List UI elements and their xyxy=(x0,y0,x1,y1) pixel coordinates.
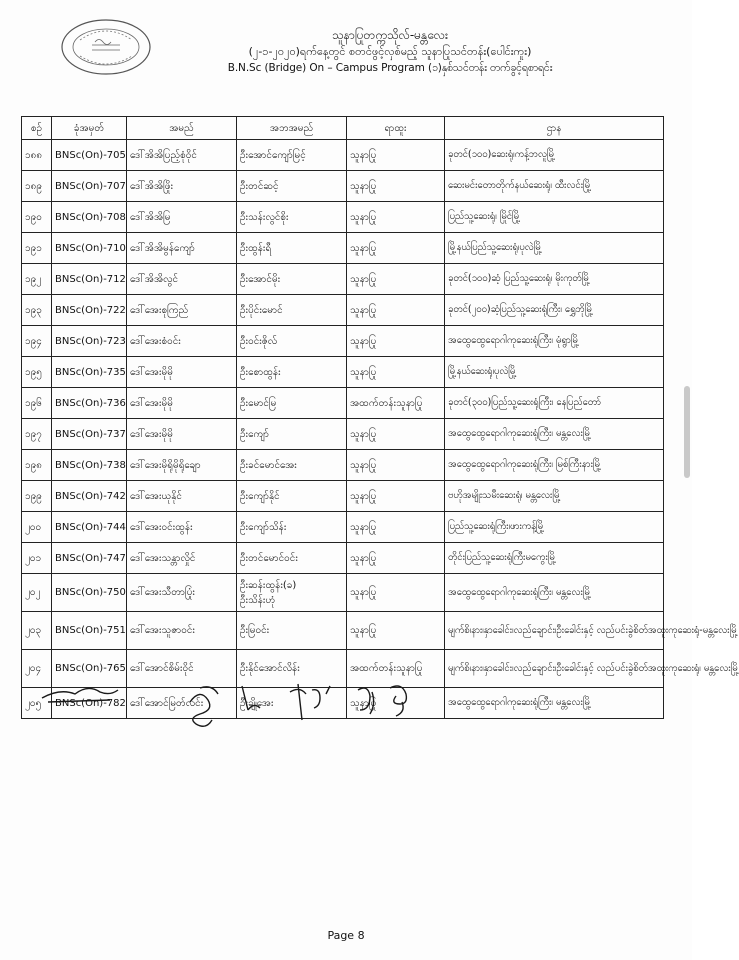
header-course-dates: (၂-၁-၂၀၂၀)ရက်နေ့တွင် စတင်ဖွင့်လှစ်မည့် သူနာပြုသင်တန်း(ပေါင်းကူး) xyxy=(248,45,532,58)
cell-serial: ၁၉၉ xyxy=(22,481,52,512)
cell-father-name: ဦးအောင်ကျော်မြင့် xyxy=(237,140,347,171)
cell-rank: သူနာပြု xyxy=(347,357,445,388)
cell-rank: သူနာပြု xyxy=(347,233,445,264)
cell-name: ဒေါ်အေးသန္တာလှိုင် xyxy=(127,543,237,574)
cell-serial: ၂၀၂ xyxy=(22,574,52,612)
table-row xyxy=(22,419,664,450)
cell-department: ခုတင်(၂၀၀)ဆံ့ပြည်သူ့ဆေးရုံကြီး၊ ရွှေဘိုမြို့ xyxy=(445,295,664,326)
cell-roll-number: BNSc(On)-735 xyxy=(52,357,127,388)
cell-serial: ၁၉၀ xyxy=(22,202,52,233)
table-row xyxy=(22,481,664,512)
cell-rank: အထက်တန်းသူနာပြု xyxy=(347,388,445,419)
header-university: သူနာပြုတက္ကသိုလ်-မန္တလေး xyxy=(331,28,449,42)
cell-department: အထွေထွေရောဂါကုဆေးရုံကြီး၊ မန္တလေးမြို့ xyxy=(445,688,664,719)
cell-name: ဒေါ်အိအိပြည့်စုံဝိုင် xyxy=(127,140,237,171)
cell-roll-number: BNSc(On)-744 xyxy=(52,512,127,543)
cell-father-name: ဦးတင်မောင်ဝင်း xyxy=(237,543,347,574)
col-header-rank: ရာထူး xyxy=(347,117,445,140)
cell-serial: ၁၉၅ xyxy=(22,357,52,388)
cell-rank: သူနာပြု xyxy=(347,512,445,543)
cell-father-name: ဦးမြဝင်း xyxy=(237,612,347,650)
table-row xyxy=(22,295,664,326)
table-row xyxy=(22,264,664,295)
cell-rank: သူနာပြု xyxy=(347,140,445,171)
cell-department: ပြည်သူ့ဆေးရုံကြီး၊ဖားကန့်မြို့ xyxy=(445,512,664,543)
table-header-row xyxy=(22,117,664,140)
cell-department: ခုတင်(၁၀၀)ဆေးရုံ၊ကန့်ဘလူမြို့ xyxy=(445,140,664,171)
cell-father-name: ဦးခင်မောင်အေး xyxy=(237,450,347,481)
col-header-serial: စဉ် xyxy=(22,117,52,140)
cell-rank: သူနာပြု xyxy=(347,326,445,357)
cell-father-name: ဦးပိုင်းမောင် xyxy=(237,295,347,326)
cell-serial: ၁၉၃ xyxy=(22,295,52,326)
cell-department: ခုတင်(၁၀၀)ဆံ့ ပြည်သူ့ဆေးရုံ၊ မိုးကုတ်မြို့ xyxy=(445,264,664,295)
cell-roll-number: BNSc(On)-737 xyxy=(52,419,127,450)
cell-name: ဒေါ်အေးမိုမို xyxy=(127,357,237,388)
scrollbar-thumb[interactable] xyxy=(684,386,690,478)
cell-name: ဒေါ်အေးစံဝင်း xyxy=(127,326,237,357)
table-row xyxy=(22,450,664,481)
signatures xyxy=(40,680,600,730)
cell-rank: သူနာပြု xyxy=(347,481,445,512)
cell-roll-number: BNSc(On)-742 xyxy=(52,481,127,512)
table-row xyxy=(22,388,664,419)
cell-serial: ၂၀၅ xyxy=(22,688,52,719)
col-header-department: ဌာန xyxy=(445,117,664,140)
cell-name: ဒေါ်အေးယုနိုင် xyxy=(127,481,237,512)
cell-rank: သူနာပြု xyxy=(347,202,445,233)
cell-name: ဒေါ်အိအိလွင် xyxy=(127,264,237,295)
cell-father-name: ဦးသန်းလွင်စိုး xyxy=(237,202,347,233)
cell-roll-number: BNSc(On)-723 xyxy=(52,326,127,357)
cell-rank: သူနာပြု xyxy=(347,574,445,612)
cell-father-name: ဦးတင်ဆင့် xyxy=(237,171,347,202)
cell-father-name: ဦးကျော် xyxy=(237,419,347,450)
header-program-title: B.N.Sc (Bridge) On – Campus Program (၁)နှစ်သင်တန်း တက်ခွင့်ရစာရင်း xyxy=(227,62,553,74)
table-row xyxy=(22,171,664,202)
cell-department: မြို့နယ်ပြည်သူ့ဆေးရုံ၊ပုလဲမြို့ xyxy=(445,233,664,264)
table-row xyxy=(22,357,664,388)
cell-roll-number: BNSc(On)-747 xyxy=(52,543,127,574)
cell-rank: အထက်တန်းသူနာပြု xyxy=(347,650,445,688)
cell-serial: ၁၉၄ xyxy=(22,326,52,357)
cell-roll-number: BNSc(On)-712 xyxy=(52,264,127,295)
cell-roll-number: BNSc(On)-782 xyxy=(52,688,127,719)
cell-name: ဒေါ်အောင်မြတ်လင်း xyxy=(127,688,237,719)
cell-name: ဒေါ်အေးသီတာပြုံး xyxy=(127,574,237,612)
cell-father-name: ဦးဝင်းဇိုလ် xyxy=(237,326,347,357)
table-row xyxy=(22,512,664,543)
admission-list-table xyxy=(21,116,739,719)
cell-roll-number: BNSc(On)-738 xyxy=(52,450,127,481)
cell-rank: သူနာပြု xyxy=(347,612,445,650)
cell-name: ဒေါ်အေးဝင်းထွန်း xyxy=(127,512,237,543)
cell-serial: ၁၉၆ xyxy=(22,388,52,419)
cell-name: ဒေါ်အိအိမြ xyxy=(127,202,237,233)
cell-father-name: ဦးကျော်နိုင် xyxy=(237,481,347,512)
col-header-roll: ခုံအမှတ် xyxy=(52,117,127,140)
cell-serial: ၁၉၂ xyxy=(22,264,52,295)
table-body xyxy=(22,140,739,719)
cell-serial: ၁၈၉ xyxy=(22,171,52,202)
cell-department: အထွေထွေရောဂါကုဆေးရုံကြီး၊ မန္တလေးမြို့ xyxy=(445,574,664,612)
table-row xyxy=(22,612,664,650)
cell-roll-number: BNSc(On)-722 xyxy=(52,295,127,326)
cell-roll-number: BNSc(On)-765 xyxy=(52,650,127,688)
cell-roll-number: BNSc(On)-750 xyxy=(52,574,127,612)
table-row xyxy=(22,543,664,574)
cell-rank: သူနာပြု xyxy=(347,264,445,295)
cell-roll-number: BNSc(On)-707 xyxy=(52,171,127,202)
cell-name: ဒေါ်အေးမိုရိုမိုရိုချော xyxy=(127,450,237,481)
cell-department: ပြည်သူ့ဆေးရုံ၊ မြိုင်မြို့ xyxy=(445,202,664,233)
col-header-name: အမည် xyxy=(127,117,237,140)
cell-rank: သူနာပြု xyxy=(347,171,445,202)
col-header-father-name: အဘအမည် xyxy=(237,117,347,140)
cell-father-name: ဦးမောင်မြ xyxy=(237,388,347,419)
cell-father-name: ဦးဆန်းထွန်း(ခ) ဦးသိန်းဟုံ xyxy=(237,574,347,612)
cell-department: ဆေးမင်းတောတိုက်နယ်ဆေးရုံ၊ ထီးလင်းမြို့ xyxy=(445,171,664,202)
table-row xyxy=(22,202,664,233)
cell-rank: သူနာပြု xyxy=(347,543,445,574)
cell-rank: သူနာပြု xyxy=(347,295,445,326)
official-seal xyxy=(60,18,152,76)
cell-father-name: ဦးအောင်မိုး xyxy=(237,264,347,295)
cell-name: ဒေါ်အောင်စိမ်းဝိုင် xyxy=(127,650,237,688)
cell-roll-number: BNSc(On)-751 xyxy=(52,612,127,650)
cell-department: ခုတင်(၃၀၀)ပြည်သူ့ဆေးရုံကြီး၊ နေပြည်တော် xyxy=(445,388,664,419)
cell-father-name: ဦးချိုအေး xyxy=(237,688,347,719)
cell-roll-number: BNSc(On)-708 xyxy=(52,202,127,233)
cell-department: အထွေထွေရောဂါကုဆေးရုံကြီး၊ မြစ်ကြီးနားမြို့ xyxy=(445,450,664,481)
cell-department: အထွေထွေရောဂါကုဆေးရုံကြီး၊ မုံရွာမြို့ xyxy=(445,326,664,357)
cell-serial: ၂၀၄ xyxy=(22,650,52,688)
table-row xyxy=(22,574,664,612)
table-row xyxy=(22,326,664,357)
cell-department: မျက်စိ၊နား၊နှာခေါင်း၊လည်ချောင်း၊ဦးခေါင်းနှင့် လည်ပင်းခွဲစိတ်အထူးကုဆေးရုံ-မန္တလေးမြို့ xyxy=(445,612,664,650)
cell-serial: ၁၉၁ xyxy=(22,233,52,264)
cell-name: ဒေါ်အေးမိုမို xyxy=(127,419,237,450)
cell-serial: ၁၈၈ xyxy=(22,140,52,171)
cell-department: မျက်စိ၊နား၊နှာခေါင်း၊လည်ချောင်း၊ဦးခေါင်းနှင့် လည်ပင်းခွဲစိတ်အထူးကုဆေးရုံ၊ မန္တလေးမြို့ xyxy=(445,650,664,688)
cell-name: ဒေါ်အေးသူဇာဝင်း xyxy=(127,612,237,650)
cell-roll-number: BNSc(On)-710 xyxy=(52,233,127,264)
cell-rank: သူနာပြု xyxy=(347,688,445,719)
cell-roll-number: BNSc(On)-736 xyxy=(52,388,127,419)
cell-serial: ၁၉၇ xyxy=(22,419,52,450)
cell-serial: ၂၀၃ xyxy=(22,612,52,650)
cell-name: ဒေါ်အေးမိုမို xyxy=(127,388,237,419)
table-row xyxy=(22,233,664,264)
cell-department: မြို့နယ်ဆေးရုံ၊ပုလဲမြို့ xyxy=(445,357,664,388)
cell-roll-number: BNSc(On)-705 xyxy=(52,140,127,171)
cell-father-name: ဦးနိုင်အောင်လိန်း xyxy=(237,650,347,688)
cell-serial: ၂၀၀ xyxy=(22,512,52,543)
table-row xyxy=(22,140,664,171)
cell-father-name: ဦးထွန်းရီ xyxy=(237,233,347,264)
cell-department: ဗဟိုအမျိုးသမီးဆေးရုံ၊ မန္တလေးမြို့ xyxy=(445,481,664,512)
page-number: Page 8 xyxy=(327,929,365,942)
cell-department: အထွေထွေရောဂါကုဆေးရုံကြီး၊ မန္တလေးမြို့ xyxy=(445,419,664,450)
cell-name: ဒေါ်အိအိဖြိုး xyxy=(127,171,237,202)
cell-name: ဒေါ်အေးစုကြည် xyxy=(127,295,237,326)
cell-department: တိုင်းပြည်သူ့ဆေးရုံကြီးမကွေးမြို့ xyxy=(445,543,664,574)
cell-name: ဒေါ်အိအိမွန်ကျော် xyxy=(127,233,237,264)
cell-serial: ၂၀၁ xyxy=(22,543,52,574)
cell-serial: ၁၉၈ xyxy=(22,450,52,481)
cell-father-name: ဦးစောထွန်း xyxy=(237,357,347,388)
cell-rank: သူနာပြု xyxy=(347,419,445,450)
document-header xyxy=(160,26,620,76)
cell-father-name: ဦးကျော်သိန်း xyxy=(237,512,347,543)
cell-rank: သူနာပြု xyxy=(347,450,445,481)
